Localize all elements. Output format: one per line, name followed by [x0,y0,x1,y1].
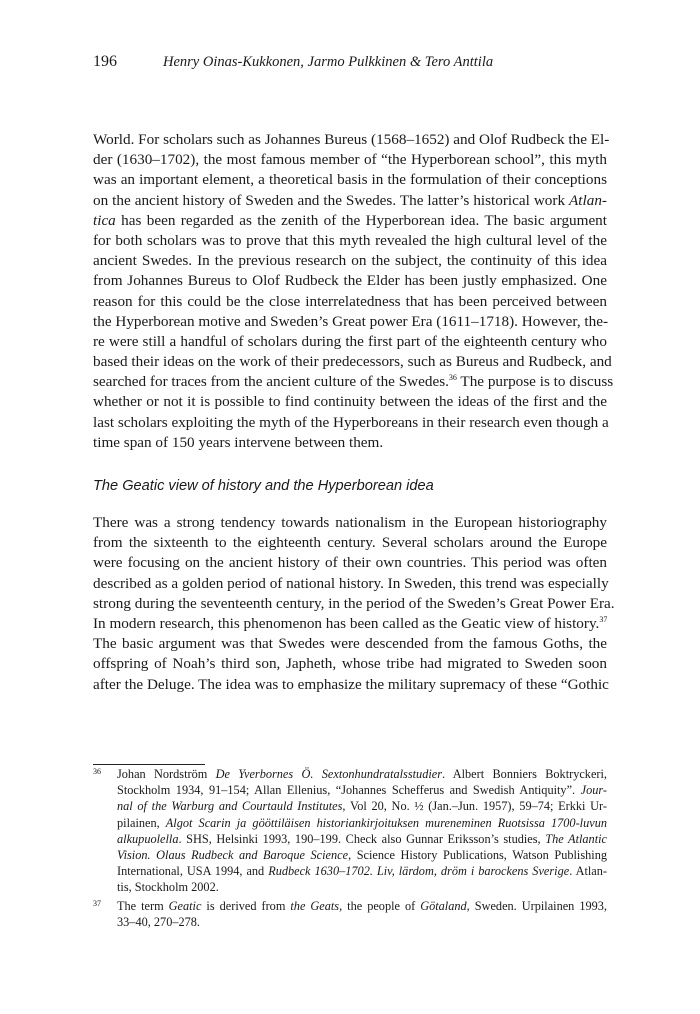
footnote-line: tis, Stockholm 2002. [117,880,219,895]
text-line: described as a golden period of national history. In Sweden, this trend was especially [93,574,609,592]
footnote-line [117,831,607,847]
italic-title: Vision. Olaus Rudbeck and Baroque Science [117,847,349,862]
text-line: was an important element, a theoretical basis in the formulation of their conceptions [93,171,607,189]
body-paragraph-1 [93,130,614,453]
text-segment: The term [117,898,169,913]
italic-term: Geatic [168,898,202,913]
text-segment: . Albert Bonniers Boktryckeri, [442,767,608,781]
text-line [93,372,614,392]
text-line: There was a strong tendency towards nationalism in the European historiography [93,514,607,531]
text-line: re were still a handful of scholars during the first part of the eighteenth century who [93,332,607,350]
italic-title: Algot Scarin ja gööttiläisen historiankirjoituksen mureneminen Ruotsissa 1700-luvun [165,815,607,830]
text-line: ancient Swedes. In the previous research on the subject, the continuity of this idea [93,252,607,270]
footnotes [93,766,607,932]
footnote-line [117,766,607,782]
text-line: strong during the seventeenth century, in the period of the Sweden’s Great Power Era. [93,594,615,612]
text-line [93,614,607,634]
footnote-ref-37[interactable]: 37 [599,614,608,624]
footnote-number: 36 [93,767,101,776]
footnote-line [117,798,607,814]
text-line: from Johannes Bureus to Olof Rudbeck the Elder has been justly emphasized. One [93,272,607,290]
text-segment: In modern research, this phenomenon has been called as the Geatic view of history. [93,614,600,632]
text-segment: Stockholm 1934, 91–154; Allan Ellenius, “Johannes Schefferus and Swedish Antiquity”. [117,783,581,798]
footnote-ref-36[interactable]: 36 [448,373,457,383]
text-segment: is derived from [201,898,291,913]
text-segment: on the ancient history of Sweden and the Swedes. The latter’s historical work [93,191,570,209]
footnote-line [117,863,607,879]
text-line: from the sixteenth to the eighteenth century. Several scholars around the Europe [93,534,607,552]
footnote-36 [93,766,607,896]
text-line: based their ideas on the work of their predecessors, such as Bureus and Rudbeck, and [93,353,612,371]
text-line: whether or not it is possible to find continuity between the ideas of the first and the [93,393,607,411]
text-segment: has been regarded as the zenith of the Hyperborean idea. The basic argument [115,211,607,229]
footnote-37 [93,898,607,930]
italic-title: The Atlantic [545,831,607,846]
italic-term: Götaland [420,898,467,913]
text-line: last scholars exploiting the myth of the Hyperboreans in their research even though a [93,413,609,431]
text-line [93,191,607,211]
text-line: for both scholars was to prove that this myth revealed the high cultural level of the [93,231,607,249]
text-line: der (1630–1702), the most famous member of “the Hyperborean school”, this myth [93,151,607,169]
section-heading: The Geatic view of history and the Hyperborean idea [93,478,434,494]
footnote-line [117,898,607,914]
footnote-text [117,766,607,896]
text-line: offspring of Noah’s third son, Japheth, whose tribe had migrated to Sweden soon [93,655,607,673]
italic-title: De Yverbornes Ö. Sextonhundratalsstudier [215,767,443,781]
italic-title: Jour- [580,783,607,798]
italic-title-atlantica-cont: tica [93,211,116,229]
running-header [93,53,613,73]
footnote-separator-rule [93,764,205,765]
text-segment: . Atlan- [569,864,607,879]
footnote-line [117,782,607,798]
italic-title-atlantica: Atlan- [569,191,607,209]
text-line: reason for this could be the close interrelatedness that has been perceived between [93,292,607,310]
text-segment: , Science History Publications, Watson Publishing [348,847,607,862]
footnote-line: 33–40, 270–278. [117,914,201,929]
text-segment: searched for traces from the ancient culture of the Swedes. [93,373,449,391]
italic-title: alkupuolella [117,831,179,846]
body-paragraph-2 [93,513,615,695]
italic-term: the Geats [290,898,340,913]
text-segment: International, USA 1994, and [117,864,269,879]
text-segment: , Sweden. Urpilainen 1993, [466,898,607,913]
italic-title: nal of the Warburg and Courtauld Institutes [117,799,343,814]
text-line: World. For scholars such as Johannes Bureus (1568–1652) and Olof Rudbeck the El- [93,131,610,148]
text-line: after the Deluge. The idea was to emphasize the military supremacy of these “Gothic [93,675,609,693]
italic-title: Rudbeck 1630–1702. Liv, lärdom, dröm i barockens Sverige [268,864,570,879]
text-line: The basic argument was that Swedes were descended from the famous Goths, the [93,635,607,653]
footnote-text [117,898,607,930]
text-segment: , Vol 20, No. ½ (Jan.–Jun. 1957), 59–74; Erkki Ur- [342,799,607,814]
text-segment: Johan Nordström [117,767,216,781]
page-number: 196 [93,53,117,70]
text-line: the Hyperborean motive and Sweden’s Great power Era (1611–1718). However, the- [93,312,609,330]
footnote-line [117,847,607,863]
text-segment: . SHS, Helsinki 1993, 190–199. Check also Gunnar Eriksson’s studies, [178,831,546,846]
text-line: time span of 150 years intervene between them. [93,433,384,451]
running-title-authors: Henry Oinas-Kukkonen, Jarmo Pulkkinen & Tero Anttila [163,54,494,70]
text-segment: The purpose is to discuss [456,373,614,391]
text-segment: , the people of [339,898,421,913]
text-segment: pilainen, [117,815,166,830]
footnote-number: 37 [93,898,101,908]
footnote-line [117,815,607,831]
text-line [93,211,607,231]
text-line: were focusing on the ancient history of their own countries. This period was often [93,554,607,572]
